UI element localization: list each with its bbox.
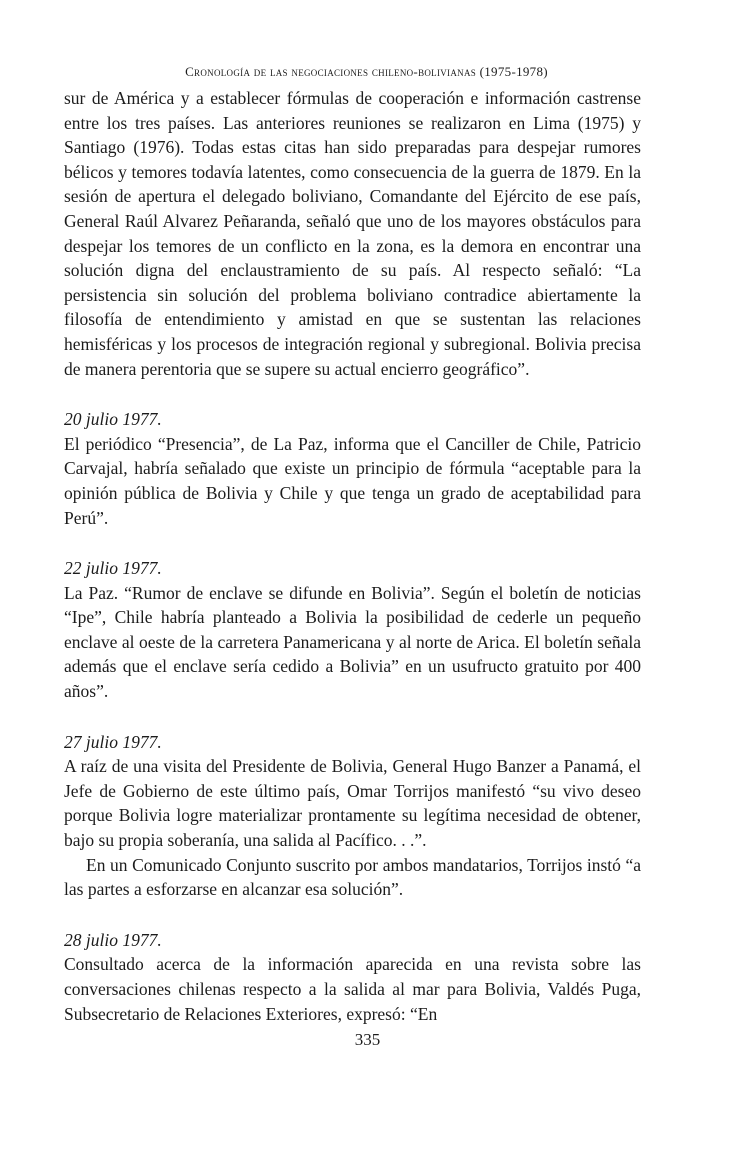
entry-paragraph: En un Comunicado Conjunto suscrito por ambos mandatarios, Torrijos instó “a las partes a esforzarse en alcanzar esa solución”. <box>64 854 641 900</box>
page-body <box>64 64 641 1026</box>
opening-paragraph: sur de América y a establecer fórmulas de cooperación e información castrense entre los tres países. Las anteriores reuniones se realizaron en Lima (1975) y Santiago (1976). Todas estas citas han sido preparadas para despejar rumores bélicos y temores todavía latentes, como consecuencia de la guerra de 1879. En la sesión de apertura el delegado boliviano, Comandante del Ejército de ese país, General Raúl Alvarez Peñaranda, señaló que uno de los mayores obstáculos para despejar los temores de un conflicto en la zona, es la demora en encontrar una solución digna del enclaustramiento de su país. Al respecto señaló: “La persistencia sin solución del problema boliviano contradice abiertamente la filosofía de entendimiento y amistad en que se sustentan las relaciones hemisféricas y los procesos de integración regional y subregional. Bolivia precisa de manera perentoria que se supere su actual encierro geográfico”. <box>64 88 641 379</box>
chronology-entry-22-julio <box>64 556 641 704</box>
entry-paragraph: Consultado acerca de la información aparecida en una revista sobre las conversaciones chilenas respecto a la salida al mar para Bolivia, Valdés Puga, Subsecretario de Relaciones Exteriores, expresó: “En <box>64 954 641 1024</box>
entry-date: 28 julio 1977. <box>64 929 162 950</box>
entry-date: 22 julio 1977. <box>64 558 162 579</box>
entry-paragraph: A raíz de una visita del Presidente de Bolivia, General Hugo Banzer a Panamá, el Jefe de Gobierno de este último país, Omar Torrijos manifestó “su vivo deseo porque Bolivia logre materializar prontamente su legítima necesidad de obtener, bajo su propia soberanía, una salida al Pacífico. . .”. <box>64 756 641 851</box>
entry-paragraph: El periódico “Presencia”, de La Paz, informa que el Canciller de Chile, Patricio Carvajal, habría señalado que existe un principio de fórmula “aceptable para la opinión pública de Bolivia y Chile y que tenga un grado de aceptabilidad para Perú”. <box>64 433 641 528</box>
entry-date: 27 julio 1977. <box>64 731 162 752</box>
chronology-entry-28-julio <box>64 928 641 1026</box>
page-number: 335 <box>354 1030 381 1049</box>
running-head: Cronología de las negociaciones chileno-bolivianas (1975-1978) <box>185 64 548 79</box>
entry-date: 20 julio 1977. <box>64 409 162 430</box>
chronology-entry-20-julio <box>64 407 641 530</box>
entry-paragraph: La Paz. “Rumor de enclave se difunde en Bolivia”. Según el boletín de noticias “Ipe”, Chile habría planteado a Bolivia la posibilidad de cederle un pequeño enclave al oeste de la carretera Panamericana y al norte de Arica. El boletín señala además que el enclave sería cedido a Bolivia” en un usufructo gratuito por 400 años”. <box>64 582 641 702</box>
chronology-entry-27-julio <box>64 730 641 902</box>
